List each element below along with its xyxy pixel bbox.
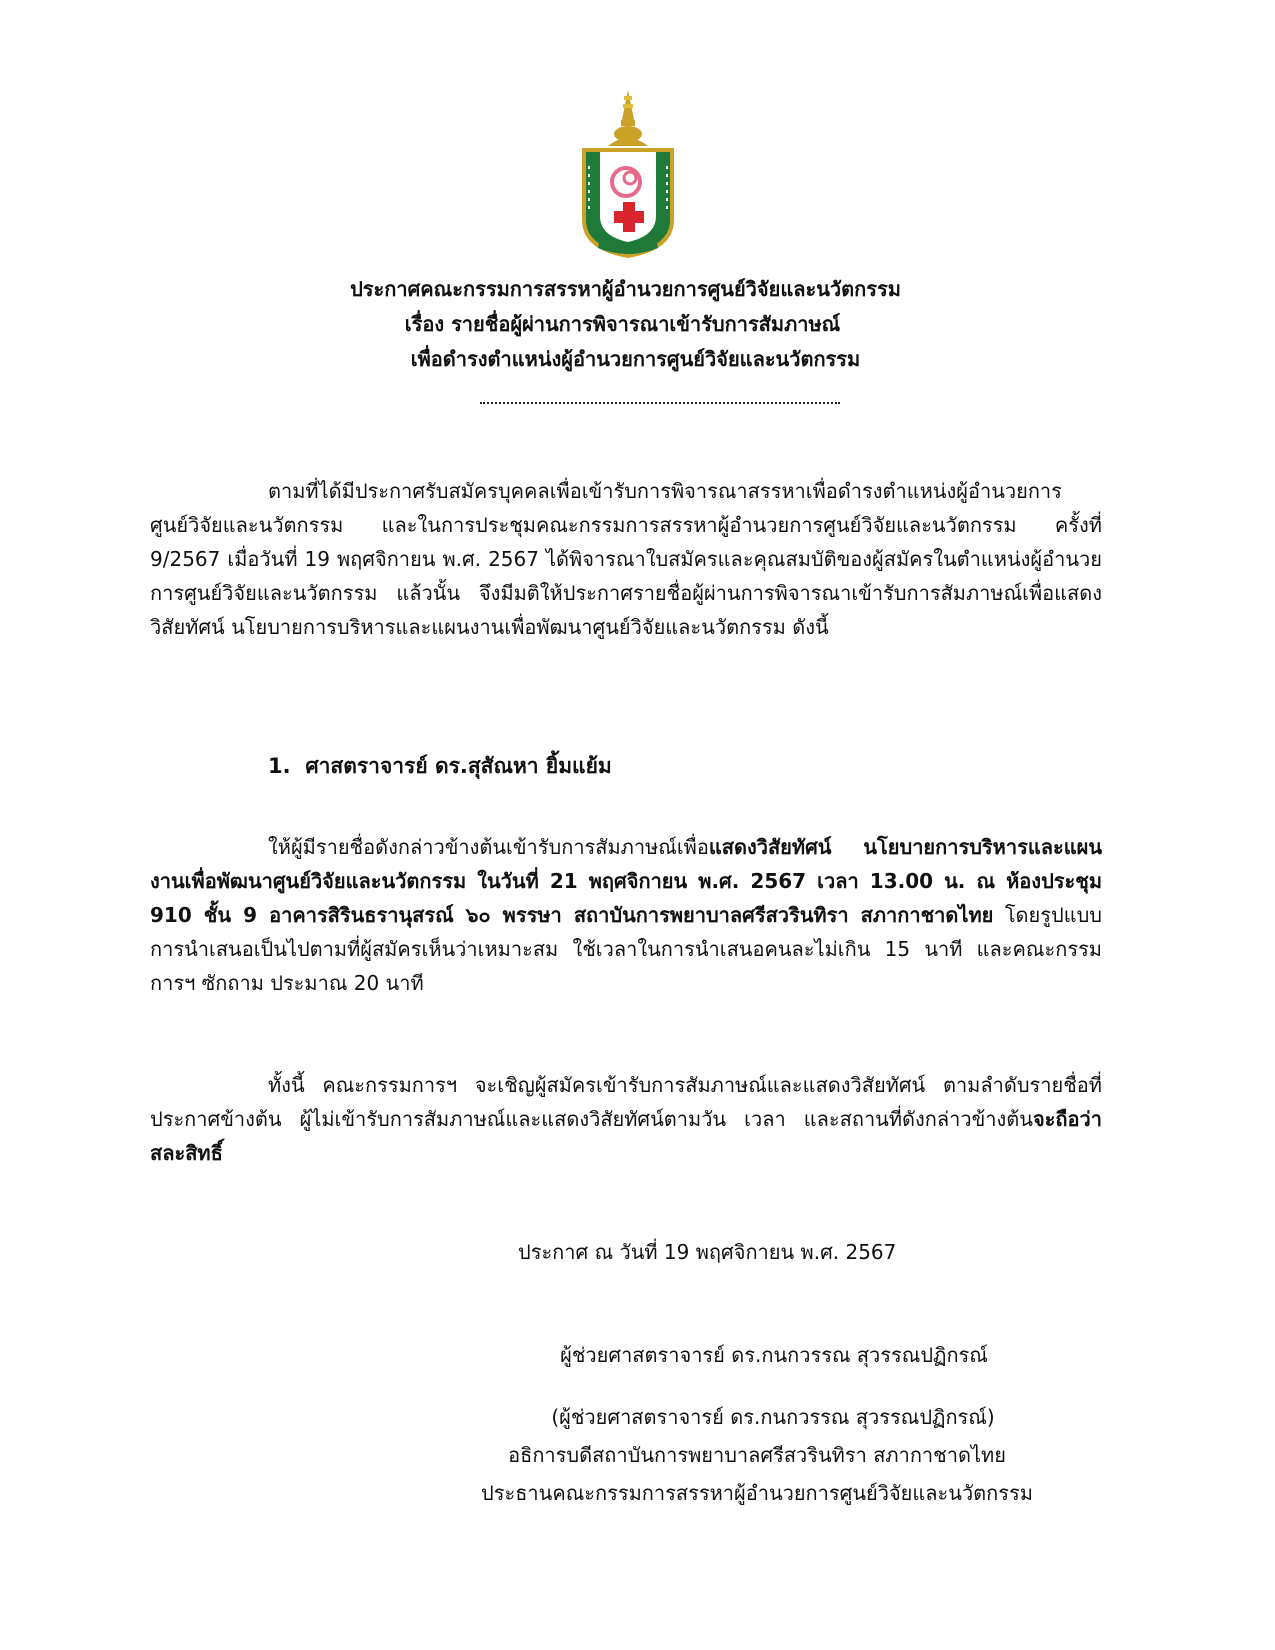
title-line-2: เรื่อง รายชื่อผู้ผ่านการพิจารณาเข้ารับการสัมภาษณ์ <box>404 312 841 336</box>
institution-emblem-icon <box>578 90 678 260</box>
candidate-number: 1. <box>268 754 291 778</box>
signer-title-2: ประธานคณะกรรมการสรรหาผู้อำนวยการศูนย์วิจัยและนวัตกรรม <box>481 1481 1033 1505</box>
paragraph-2-rest: โดยรูปแบบการนำเสนอเป็นไปตามที่ผู้สมัครเห็นว่าเหมาะสม ใช้เวลาในการนำเสนอคนละไม่เกิน 15 นาที และคณะกรรมการฯ ซักถาม ประมาณ 20 นาที <box>150 903 1102 995</box>
paragraph-2-bold: แสดงวิสัยทัศน์ นโยบายการบริหารและแผนงานเพื่อพัฒนาศูนย์วิจัยและนวัตกรรม ในวันที่ 21 พฤศจิกายน พ.ศ. 2567 เวลา 13.00 น. ณ ห้องประชุม 910 ชั้น 9 อาคารสิรินธรานุสรณ์ ๖๐ พรรษา สถาบันการพยาบาลศรีสวรินทิรา สภากาชาดไทย <box>150 835 1102 927</box>
paragraph-3-bold: จะถือว่าสละสิทธิ์ <box>150 1107 1102 1165</box>
announcement-date: ประกาศ ณ วันที่ 19 พฤศจิกายน พ.ศ. 2567 <box>518 1240 897 1264</box>
printed-name: (ผู้ช่วยศาสตราจารย์ ดร.กนกวรรณ สุวรรณปฏิกรณ์) <box>551 1405 995 1429</box>
candidate-name: ศาสตราจารย์ ดร.สุสัณหา ยิ้มแย้ม <box>305 754 612 778</box>
signed-name: ผู้ช่วยศาสตราจารย์ ดร.กนกวรรณ สุวรรณปฏิกรณ์ <box>560 1343 988 1367</box>
paragraph-1 <box>150 474 1102 644</box>
signature-block <box>400 1336 1080 1512</box>
title-line-1: ประกาศคณะกรรมการสรรหาผู้อำนวยการศูนย์วิจัยและนวัตกรรม <box>350 277 901 301</box>
dotted-divider <box>480 396 840 404</box>
candidate-item <box>268 750 612 783</box>
paragraph-3-text: ทั้งนี้ คณะกรรมการฯ จะเชิญผู้สมัครเข้ารับการสัมภาษณ์และแสดงวิสัยทัศน์ ตามลำดับรายชื่อที่ประกาศข้างต้น ผู้ไม่เข้ารับการสัมภาษณ์และแสดงวิสัยทัศน์ตามวัน เวลา และสถานที่ดังกล่าวข้างต้น <box>150 1073 1102 1131</box>
signer-title-1: อธิการบดีสถาบันการพยาบาลศรีสวรินทิรา สภากาชาดไทย <box>508 1443 1006 1467</box>
paragraph-2 <box>150 830 1102 1000</box>
paragraph-3 <box>150 1068 1102 1170</box>
paragraph-1-text: ตามที่ได้มีประกาศรับสมัครบุคคลเพื่อเข้ารับการพิจารณาสรรหาเพื่อดำรงตำแหน่งผู้อำนวยการศูนย์วิจัยและนวัตกรรม และในการประชุมคณะกรรมการสรรหาผู้อำนวยการศูนย์วิจัยและนวัตกรรม ครั้งที่ 9/2567 เมื่อวันที่ 19 พฤศจิกายน พ.ศ. 2567 ได้พิจารณาใบสมัครและคุณสมบัติของผู้สมัครในตำแหน่งผู้อำนวยการศูนย์วิจัยและนวัตกรรม แล้วนั้น จึงมีมติให้ประกาศรายชื่อผู้ผ่านการพิจารณาเข้ารับการสัมภาษณ์เพื่อแสดงวิสัยทัศน์ นโยบายการบริหารและแผนงานเพื่อพัฒนาศูนย์วิจัยและนวัตกรรม ดังนี้ <box>150 479 1102 639</box>
title-line-3: เพื่อดำรงตำแหน่งผู้อำนวยการศูนย์วิจัยและนวัตกรรม <box>410 347 861 371</box>
paragraph-2-intro: ให้ผู้มีรายชื่อดังกล่าวข้างต้นเข้ารับการสัมภาษณ์เพื่อ <box>268 835 709 859</box>
document-title <box>150 272 1125 377</box>
